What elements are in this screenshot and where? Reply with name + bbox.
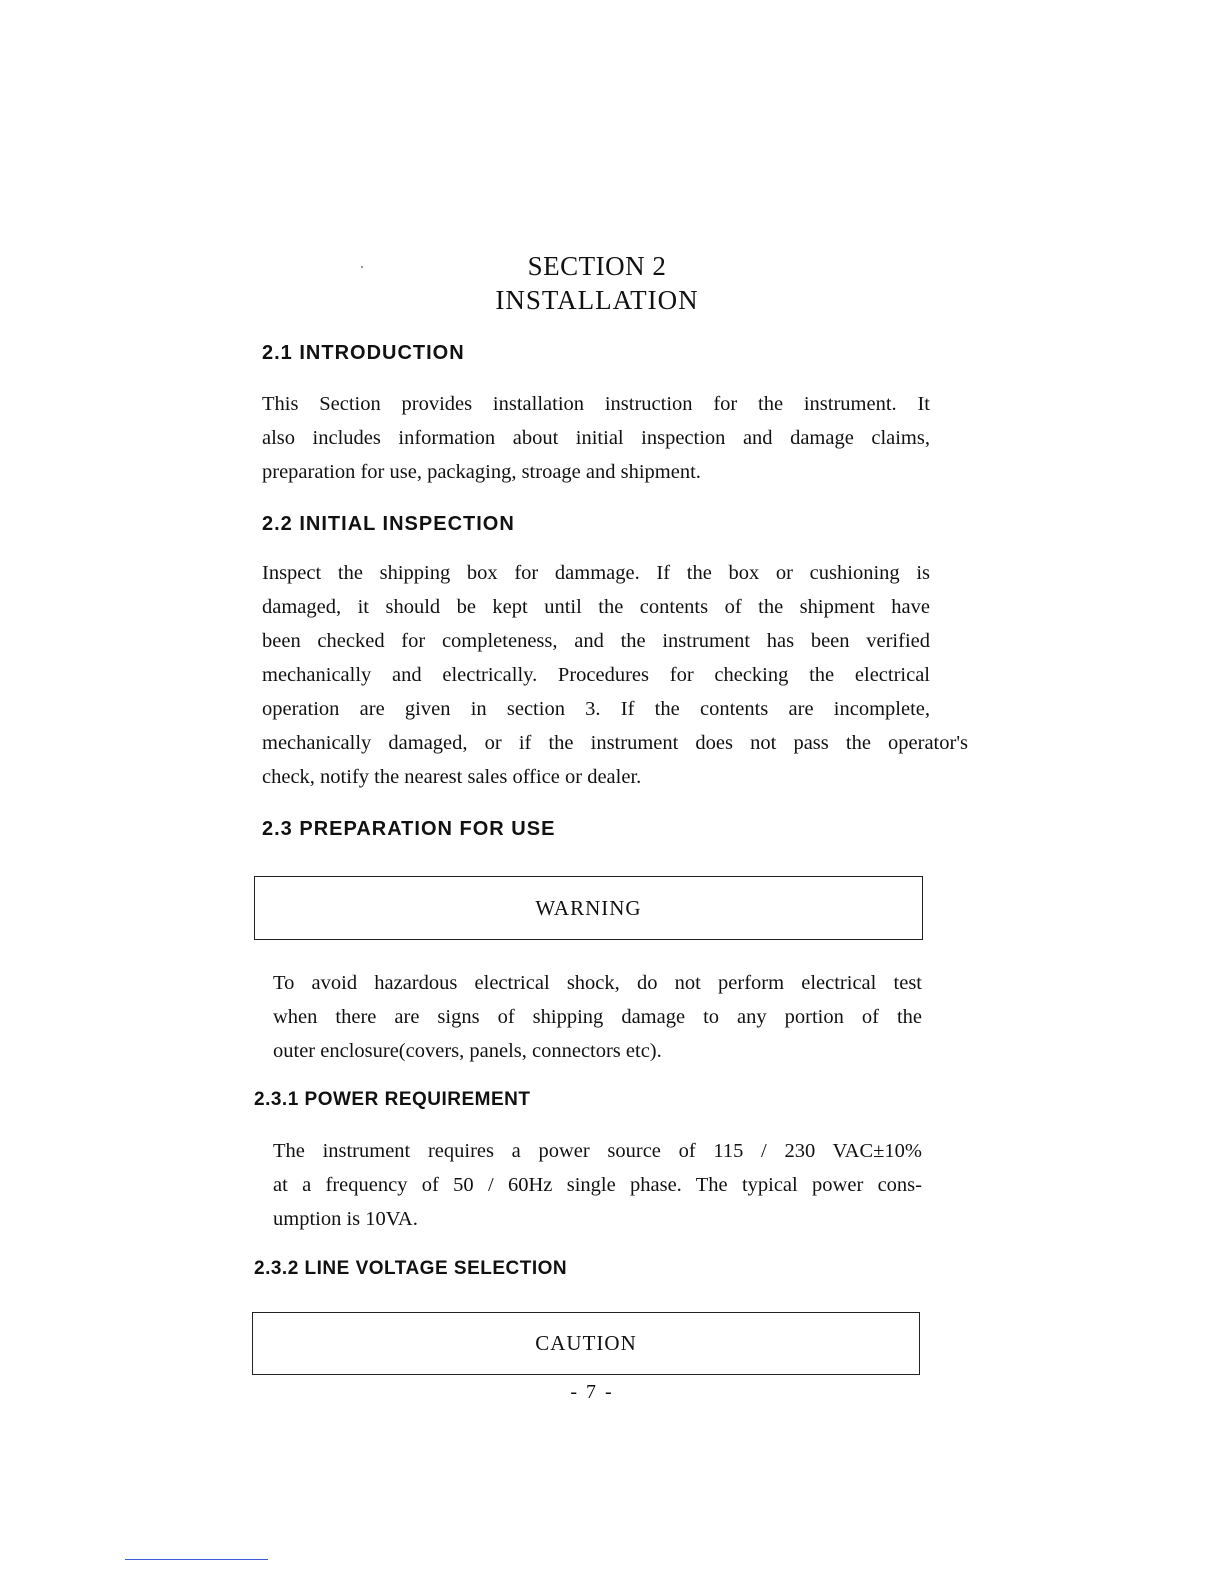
page-number: - 7 - <box>570 1381 614 1403</box>
warning-label: WARNING <box>535 895 642 920</box>
heading-power-requirement: 2.3.1 POWER REQUIREMENT <box>254 1089 531 1110</box>
introduction-paragraph <box>262 387 930 489</box>
warning-paragraph <box>273 966 922 1068</box>
section-title: INSTALLATION <box>495 285 699 315</box>
paragraph-line: operation are given in section 3. If the contents are incomplete, <box>262 698 930 720</box>
paragraph-line: at a frequency of 50 / 60Hz single phase. The typical power cons- <box>273 1174 922 1196</box>
caution-box <box>252 1312 920 1375</box>
warning-box <box>254 876 923 940</box>
heading-line-voltage-selection: 2.3.2 LINE VOLTAGE SELECTION <box>254 1258 568 1279</box>
paragraph-line: The instrument requires a power source of 115 / 230 VAC±10% <box>273 1140 922 1162</box>
section-number: SECTION 2 <box>527 251 667 281</box>
paragraph-line: mechanically and electrically. Procedures for checking the electrical <box>262 664 930 686</box>
bottom-link-underline <box>125 1559 268 1560</box>
paragraph-line: also includes information about initial inspection and damage claims, <box>262 427 930 449</box>
paragraph-line: damaged, it should be kept until the contents of the shipment have <box>262 596 930 618</box>
paragraph-line: when there are signs of shipping damage to any portion of the <box>273 1006 922 1028</box>
paragraph-line: check, notify the nearest sales office or dealer. <box>262 766 642 788</box>
paragraph-line: mechanically damaged, or if the instrument does not pass the operator's <box>262 732 968 754</box>
paragraph-line: outer enclosure(covers, panels, connectors etc). <box>273 1040 662 1062</box>
paragraph-line: umption is 10VA. <box>273 1208 418 1230</box>
power-paragraph <box>273 1134 922 1236</box>
paragraph-line: Inspect the shipping box for dammage. If the box or cushioning is <box>262 562 930 584</box>
paragraph-line: To avoid hazardous electrical shock, do not perform electrical test <box>273 972 922 994</box>
heading-preparation-for-use: 2.3 PREPARATION FOR USE <box>262 818 556 840</box>
paragraph-line: This Section provides installation instruction for the instrument. It <box>262 393 930 415</box>
inspection-paragraph <box>262 556 968 794</box>
paragraph-line: preparation for use, packaging, stroage and shipment. <box>262 461 701 483</box>
caution-label: CAUTION <box>535 1331 637 1355</box>
heading-introduction: 2.1 INTRODUCTION <box>262 342 465 364</box>
heading-initial-inspection: 2.2 INITIAL INSPECTION <box>262 513 515 535</box>
paragraph-line: been checked for completeness, and the instrument has been verified <box>262 630 930 652</box>
